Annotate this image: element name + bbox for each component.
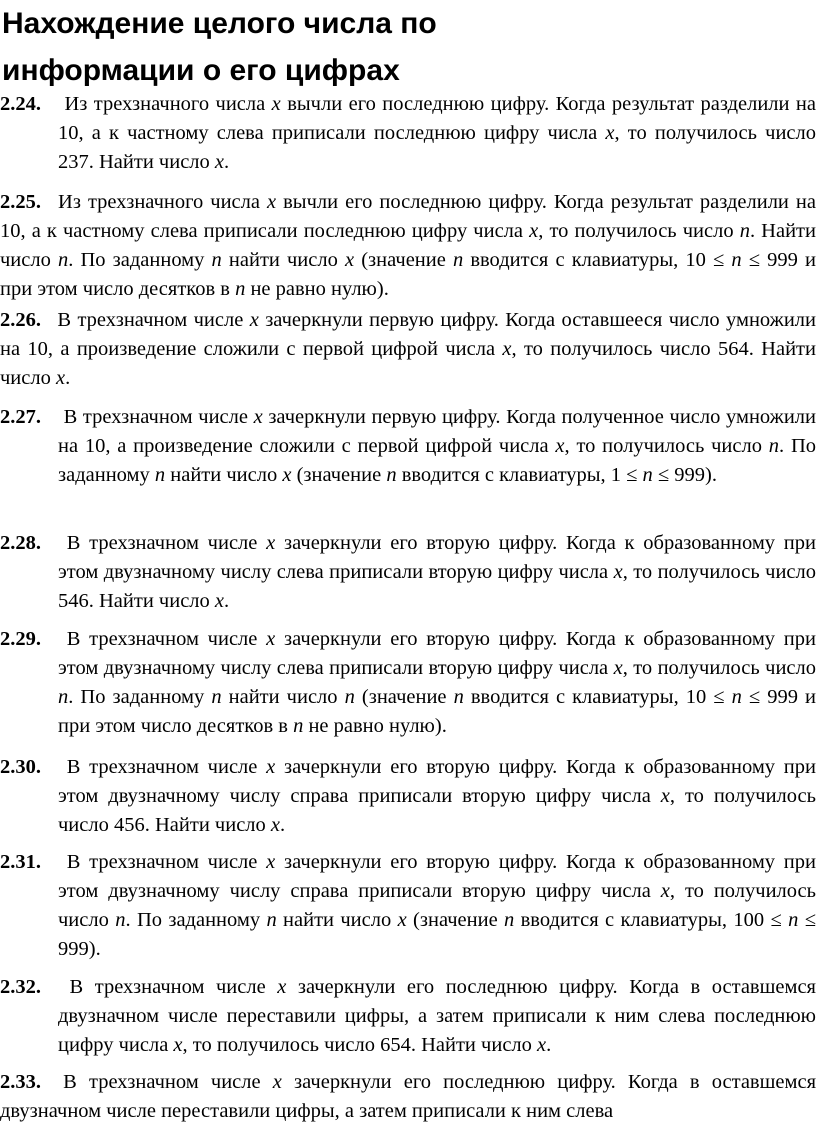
text-segment: зачеркнули его вторую цифру. Когда к образованному при этом двузначному числу справа приписали вторую цифру числа	[58, 851, 816, 902]
variable: x	[249, 309, 259, 331]
text-segment: В трехзначном числе	[51, 309, 250, 331]
text-segment: .	[280, 814, 286, 836]
text-segment: (значение	[354, 249, 453, 271]
text-segment: (значение	[354, 686, 454, 708]
variable: x	[613, 657, 623, 679]
variable: x	[266, 532, 276, 554]
text-segment: В трехзначном числе	[58, 406, 254, 428]
variable: x	[529, 220, 539, 242]
variable: x	[272, 1071, 282, 1093]
problem-text	[0, 191, 816, 300]
variable: x	[270, 814, 281, 836]
variable: x	[660, 880, 670, 902]
text-segment: В трехзначном числе	[58, 976, 278, 998]
text-segment: В трехзначном числе	[58, 756, 267, 778]
text-segment: Из трехзначного числа	[51, 191, 267, 213]
problem-2-29	[0, 625, 816, 741]
variable: x	[56, 367, 66, 389]
text-segment: вводится с клавиатуры, 10 ≤	[463, 686, 732, 708]
variable: n	[768, 435, 780, 457]
problem-number: 2.31.	[0, 851, 41, 873]
text-segment: ≤ 999 и при этом число десятков в	[0, 249, 816, 300]
problem-2-27	[0, 403, 816, 490]
problem-text	[0, 309, 816, 389]
text-segment: (значение	[406, 909, 505, 931]
text-segment: , то получилось число 456. Найти число	[58, 785, 816, 836]
problem-text	[58, 628, 816, 737]
problem-number: 2.25.	[0, 191, 41, 213]
text-segment: вычли его последнюю цифру. Когда результат разделили на 10, а к частному слева приписали последнюю цифру числа	[0, 191, 816, 242]
text-segment: зачеркнули его вторую цифру. Когда к образованному при этом двузначному числу слева приписали вторую цифру числа	[58, 532, 816, 583]
text-segment: зачеркнули его последнюю цифру. Когда в оставшемся двузначном числе переставили цифры, а затем приписали к ним слева последнюю цифру числа	[58, 976, 816, 1056]
text-segment: зачеркнули первую цифру. Когда полученное число умножили на 10, а произведение сложили с первой цифрой числа	[58, 406, 816, 457]
text-segment: В трехзначном числе	[51, 1071, 273, 1093]
variable: x	[537, 1034, 547, 1056]
variable: n	[642, 464, 653, 486]
variable: x	[277, 976, 287, 998]
variable: n	[293, 715, 304, 737]
text-segment: В трехзначном числе	[58, 532, 267, 554]
problem-2-30	[0, 753, 816, 840]
problem-text	[58, 93, 816, 173]
text-segment: вводится с клавиатуры, 10 ≤	[463, 249, 732, 271]
text-segment: вычли его последнюю цифру. Когда результат разделили на 10, а к частному слева приписали последнюю цифру числа	[58, 93, 816, 144]
text-segment: , то получилось число 654. Найти число	[182, 1034, 538, 1056]
variable: x	[344, 249, 355, 271]
text-segment: найти число	[276, 909, 398, 931]
text-segment: . Найти число	[0, 220, 816, 271]
page-title-line-1: Нахождение целого числа по	[2, 7, 437, 40]
text-segment: найти число	[165, 464, 283, 486]
text-segment: зачеркнули его последнюю цифру. Когда в оставшемся двузначном числе переставили цифры, а затем приписали к ним слева	[0, 1071, 816, 1122]
problem-2-31	[0, 848, 816, 964]
variable: n	[453, 686, 464, 708]
text-segment: .	[224, 590, 230, 612]
variable: x	[271, 93, 281, 115]
text-segment: .	[65, 367, 71, 389]
variable: x	[214, 590, 225, 612]
text-segment: вводится с клавиатуры, 100 ≤	[514, 909, 789, 931]
problem-number: 2.30.	[0, 756, 41, 778]
problem-2-25	[0, 188, 816, 304]
variable: x	[502, 338, 512, 360]
variable: n	[386, 464, 397, 486]
problem-number: 2.27.	[0, 406, 41, 428]
problem-number: 2.32.	[0, 976, 41, 998]
variable: x	[266, 851, 276, 873]
text-segment: Из трехзначного числа	[58, 93, 272, 115]
problem-number: 2.28.	[0, 532, 41, 554]
variable: x	[555, 435, 565, 457]
problem-number: 2.33.	[0, 1071, 41, 1093]
page-title-line-2: информации о его цифрах	[2, 54, 400, 87]
problem-number: 2.26.	[0, 309, 41, 331]
problem-number: 2.29.	[0, 628, 41, 650]
text-segment: ≤ 999 и при этом число десятков в	[58, 686, 816, 737]
text-segment: вводится с клавиатуры, 1 ≤	[396, 464, 643, 486]
variable: n	[739, 220, 750, 242]
text-segment: найти число	[221, 686, 345, 708]
variable: x	[397, 909, 407, 931]
variable: n	[115, 909, 126, 931]
text-segment: , то получилось число	[58, 880, 816, 931]
text-segment: .	[224, 151, 230, 173]
text-segment: , то получилось число	[564, 435, 769, 457]
problem-number: 2.24.	[0, 93, 41, 115]
problem-text	[58, 406, 816, 486]
variable: x	[214, 151, 225, 173]
text-segment: ≤ 999).	[652, 464, 717, 486]
text-segment: В трехзначном числе	[58, 851, 267, 873]
variable: n	[211, 686, 222, 708]
page-title	[2, 0, 437, 94]
problem-text	[58, 976, 816, 1056]
problem-2-28	[0, 529, 816, 616]
text-segment: , то получилось число 546. Найти число	[58, 561, 816, 612]
variable: n	[344, 686, 355, 708]
text-segment: зачеркнули первую цифру. Когда оставшееся число умножили на 10, а произведение сложили с первой цифрой числа	[0, 309, 816, 360]
problem-text	[58, 756, 816, 836]
variable: x	[605, 122, 615, 144]
variable: x	[267, 191, 277, 213]
variable: n	[266, 909, 277, 931]
variable: x	[266, 756, 276, 778]
variable: n	[452, 249, 464, 271]
variable: n	[57, 249, 69, 271]
text-segment: , то получилось число	[538, 220, 740, 242]
text-segment: , то получилось число 564. Найти число	[0, 338, 816, 389]
variable: n	[731, 686, 742, 708]
text-segment: не равно нулю).	[303, 715, 447, 737]
text-segment: , то получилось число 237. Найти число	[58, 122, 816, 173]
text-segment: найти число	[221, 249, 345, 271]
problem-2-26	[0, 306, 816, 393]
text-segment: . По заданному	[68, 686, 212, 708]
text-segment: не равно нулю).	[245, 278, 389, 300]
variable: n	[154, 464, 166, 486]
problem-text	[58, 532, 816, 612]
text-segment: ≤ 999).	[58, 909, 816, 960]
variable: x	[613, 561, 623, 583]
problem-2-24	[0, 90, 816, 177]
variable: n	[731, 249, 742, 271]
problem-2-32	[0, 973, 816, 1060]
variable: n	[788, 909, 799, 931]
variable: n	[235, 278, 246, 300]
variable: x	[253, 406, 263, 428]
variable: x	[660, 785, 670, 807]
problem-2-33	[0, 1068, 816, 1126]
variable: x	[173, 1034, 183, 1056]
text-segment: . По заданному	[125, 909, 267, 931]
text-segment: зачеркнули его вторую цифру. Когда к образованному при этом двузначному числу справа приписали вторую цифру числа	[58, 756, 816, 807]
problem-text	[0, 1071, 816, 1122]
variable: n	[211, 249, 222, 271]
text-segment: , то получилось число	[622, 657, 816, 679]
text-segment: . По заданному	[58, 435, 816, 486]
text-segment: зачеркнули его вторую цифру. Когда к образованному при этом двузначному числу слева приписали вторую цифру числа	[58, 628, 816, 679]
variable: x	[282, 464, 292, 486]
variable: x	[266, 628, 276, 650]
variable: n	[504, 909, 515, 931]
problem-text	[58, 851, 816, 960]
text-segment: .	[546, 1034, 552, 1056]
text-segment: В трехзначном числе	[58, 628, 267, 650]
variable: n	[58, 686, 69, 708]
text-segment: . По заданному	[68, 249, 212, 271]
text-segment: (значение	[291, 464, 387, 486]
